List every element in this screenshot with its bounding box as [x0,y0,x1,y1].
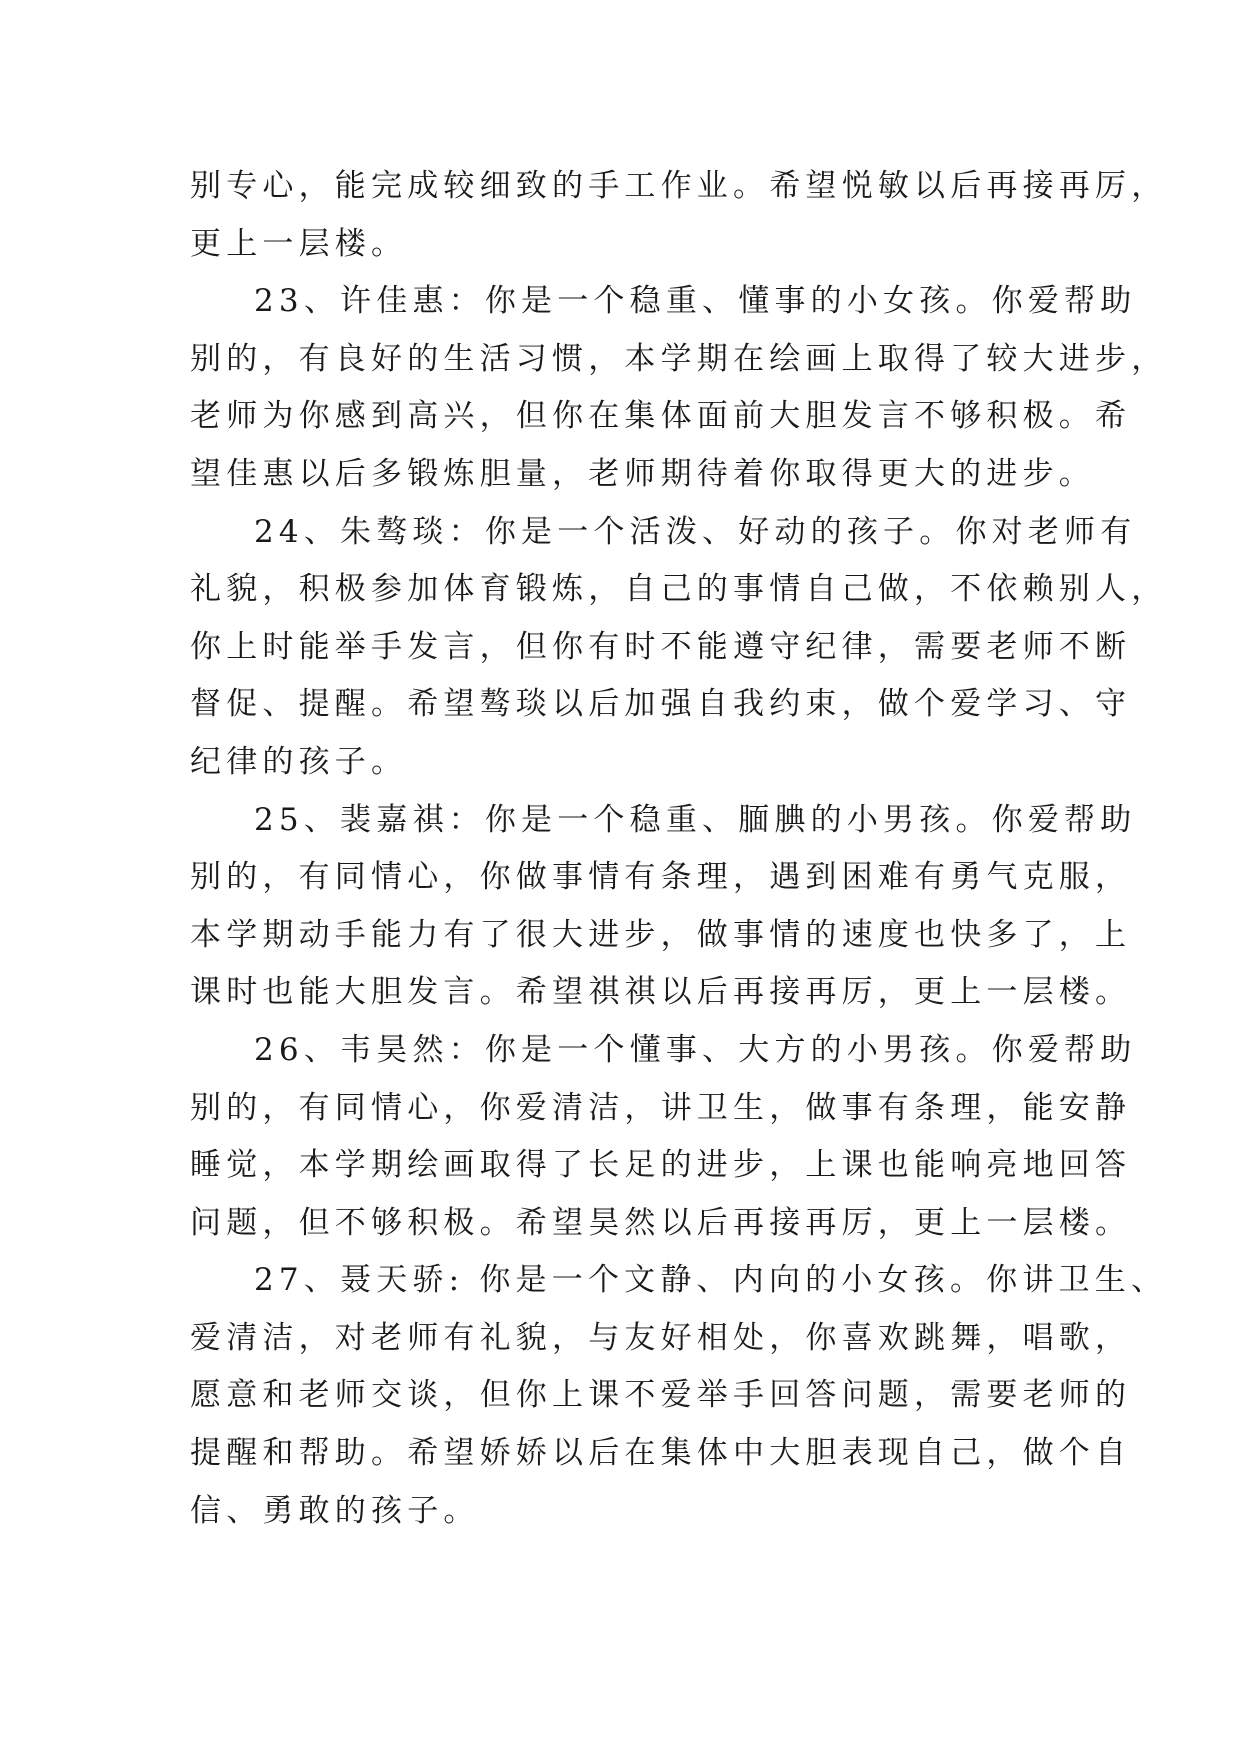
text-line: 别的，有良好的生活习惯，本学期在绘画上取得了较大进步， [190,340,1168,377]
text-line: 本学期动手能力有了很大进步，做事情的速度也快多了，上 [190,916,1132,953]
paragraph-start-line: 23、许佳惠：你是一个稳重、懂事的小女孩。你爱帮助 [254,283,1137,320]
paragraph-start-line: 26、韦昊然：你是一个懂事、大方的小男孩。你爱帮助 [254,1031,1137,1068]
text-line: 纪律的孩子。 [190,743,408,780]
text-line: 问题，但不够积极。希望昊然以后再接再厉，更上一层楼。 [190,1204,1132,1241]
text-line: 督促、提醒。希望骜琰以后加强自我约束，做个爱学习、守 [190,686,1132,723]
text-line: 睡觉，本学期绘画取得了长足的进步，上课也能响亮地回答 [190,1147,1132,1184]
text-line: 你上时能举手发言，但你有时不能遵守纪律，需要老师不断 [190,628,1132,665]
paragraph-start-line: 25、裴嘉祺：你是一个稳重、腼腆的小男孩。你爱帮助 [254,801,1137,838]
text-line: 别专心，能完成较细致的手工作业。希望悦敏以后再接再厉， [190,168,1168,204]
paragraph-start-line: 27、聂天骄: 你是一个文静、内向的小女孩。你讲卫生、 [254,1262,1168,1299]
text-line: 提醒和帮助。希望娇娇以后在集体中大胆表现自己，做个自 [190,1435,1132,1472]
text-line: 课时也能大胆发言。希望祺祺以后再接再厉，更上一层楼。 [190,974,1132,1011]
text-line: 爱清洁，对老师有礼貌，与友好相处，你喜欢跳舞，唱歌， [190,1319,1132,1356]
paragraph-start-line: 24、朱骜琰：你是一个活泼、好动的孩子。你对老师有 [254,513,1137,550]
text-line: 愿意和老师交谈，但你上课不爱举手回答问题，需要老师的 [190,1377,1132,1414]
text-line: 望佳惠以后多锻炼胆量，老师期待着你取得更大的进步。 [190,455,1095,492]
document-body [190,158,1168,1540]
text-line: 别的，有同情心，你做事情有条理，遇到困难有勇气克服， [190,859,1132,896]
text-line: 信、勇敢的孩子。 [190,1492,480,1529]
text-line: 别的，有同情心，你爱清洁，讲卫生，做事有条理，能安静 [190,1089,1132,1126]
text-line: 更上一层楼。 [190,225,408,262]
text-line: 老师为你感到高兴，但你在集体面前大胆发言不够积极。希 [190,398,1132,435]
text-line: 礼貌，积极参加体育锻炼，自己的事情自己做，不依赖别人， [190,571,1168,608]
